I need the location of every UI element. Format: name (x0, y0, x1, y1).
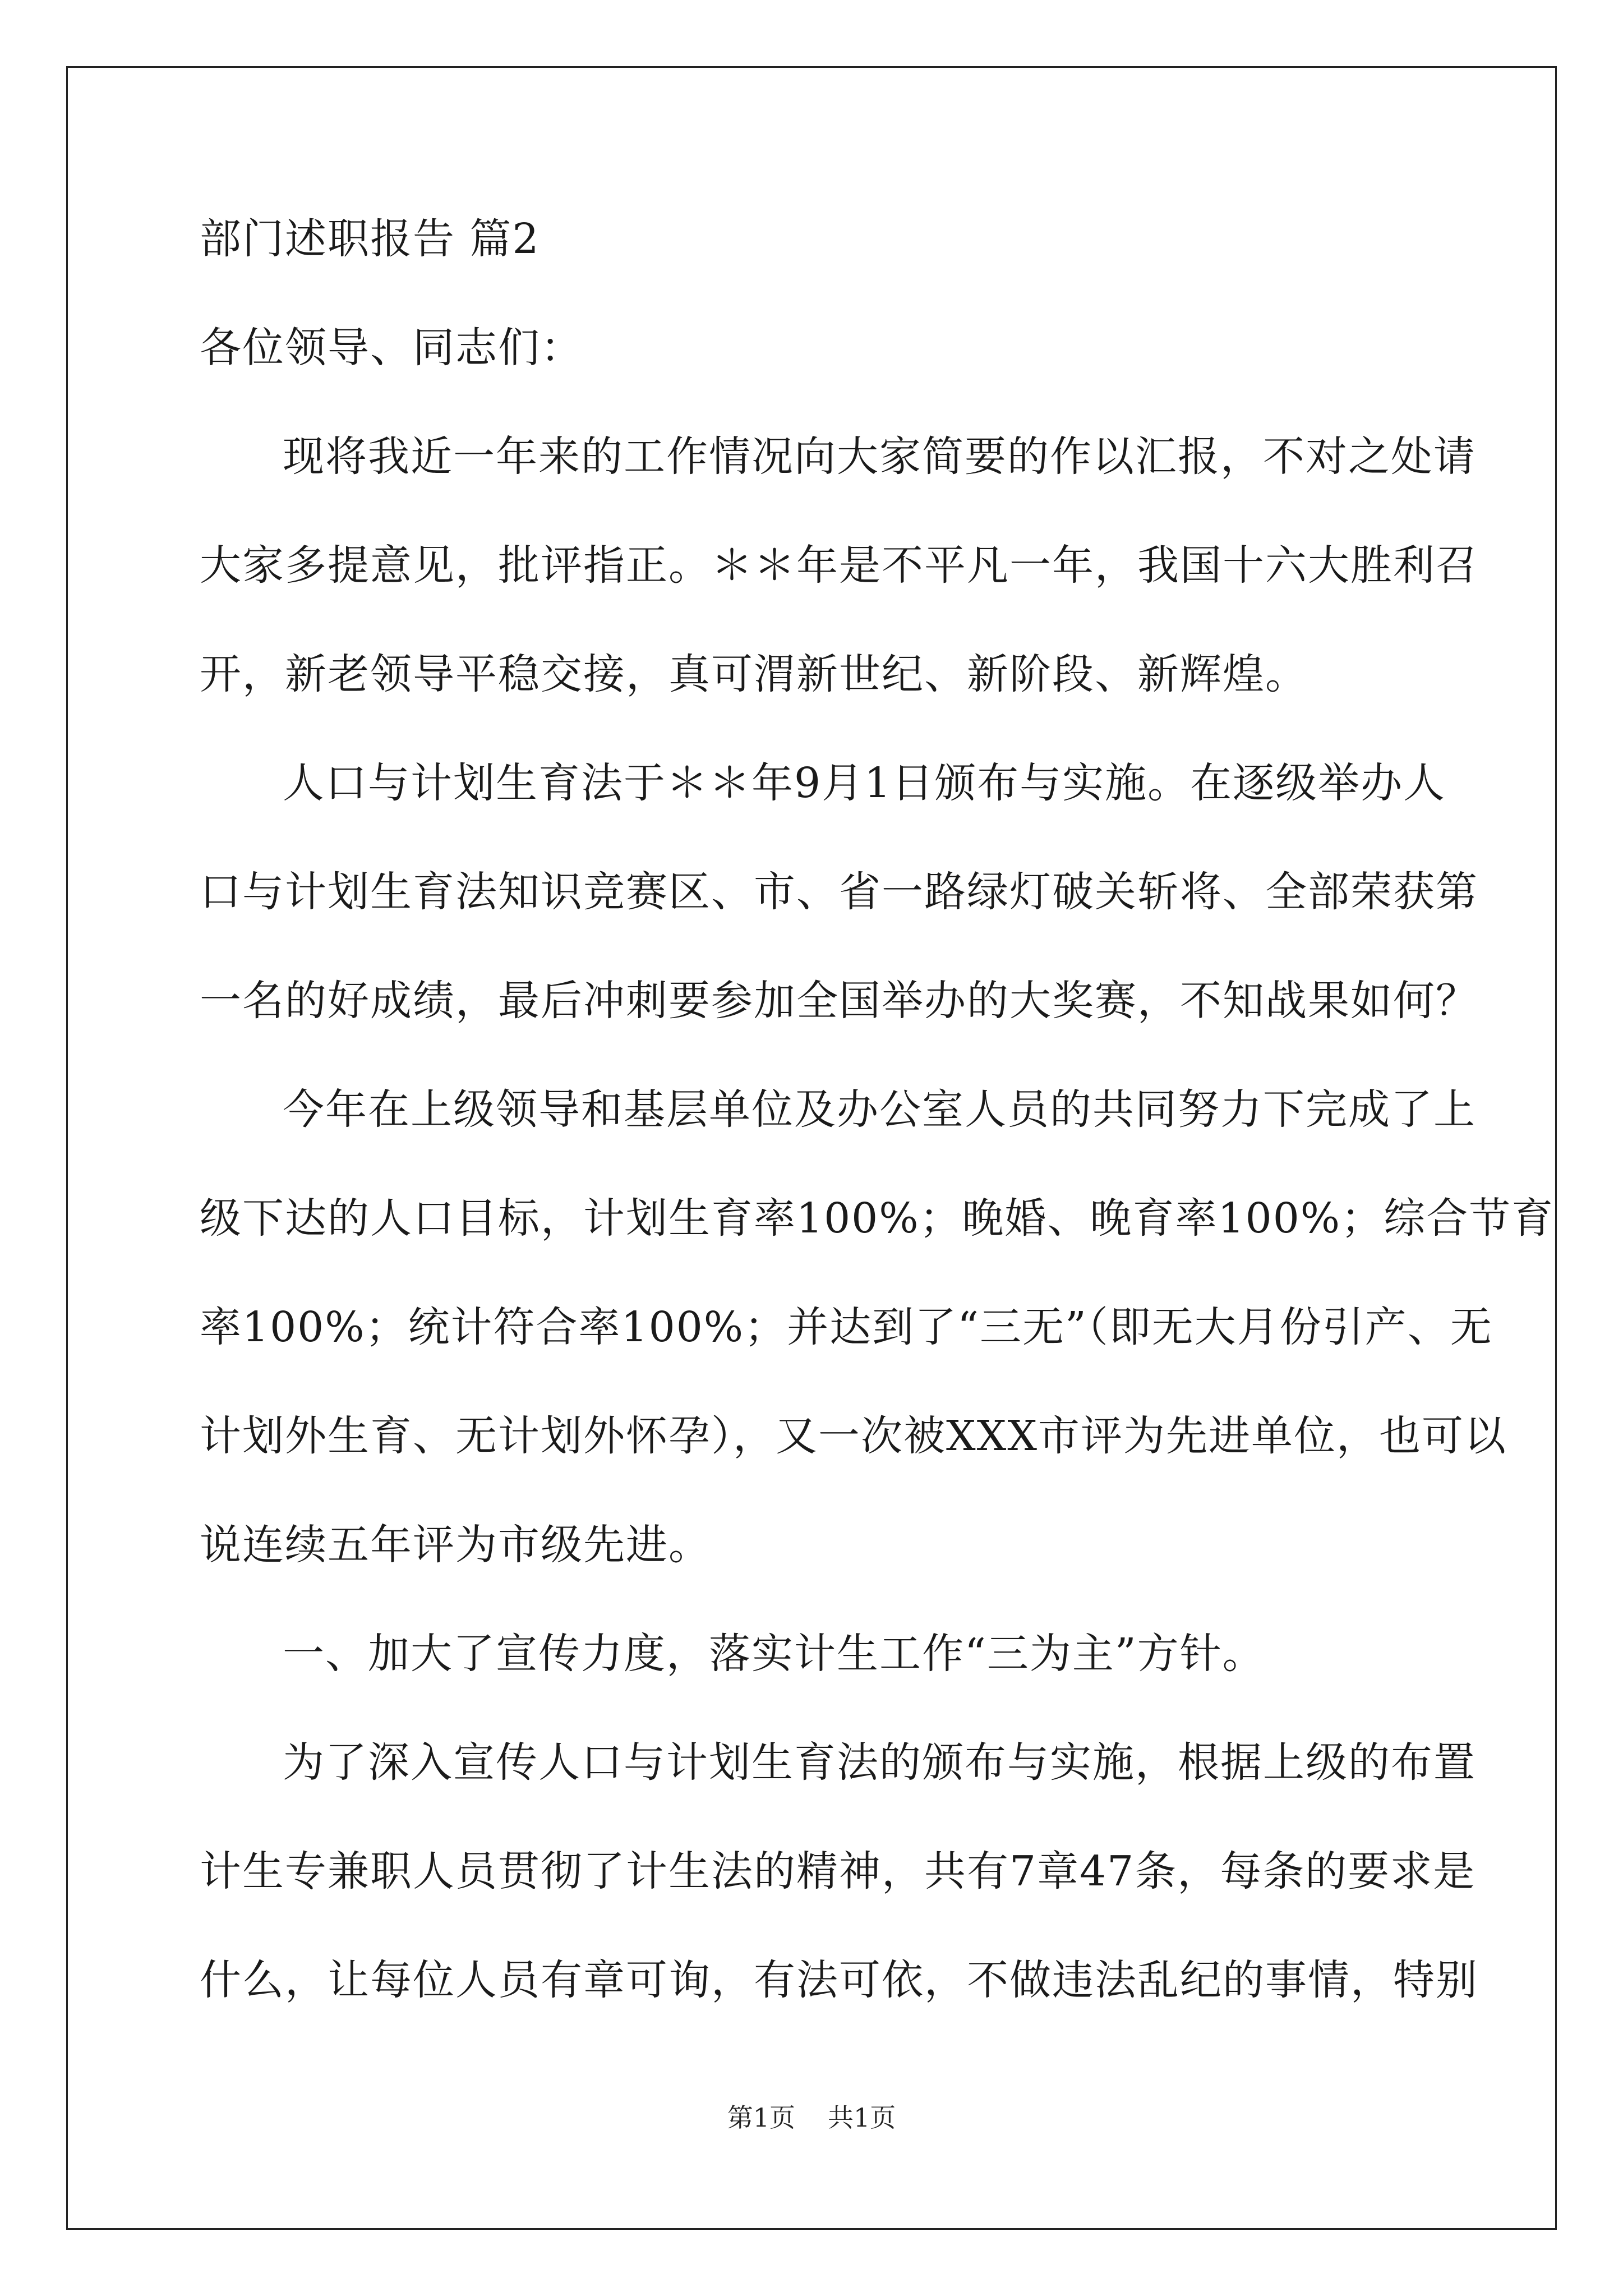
paragraph-line: 为了深入宣传人口与计划生育法的颁布与实施，根据上级的布置 (283, 1738, 1476, 1787)
paragraph-line: 率100%；统计符合率100%；并达到了“三无”（即无大月份引产、无 (200, 1303, 1493, 1351)
page-total: 共1页 (828, 2102, 896, 2133)
paragraph-3 (200, 1082, 1555, 1573)
paragraph-line: 什么，让每位人员有章可询，有法可依，不做违法乱纪的事情，特别 (200, 1956, 1478, 2004)
paragraph-line: 人口与计划生育法于＊＊年9月1日颁布与实施。在逐级举办人 (283, 759, 1446, 807)
paragraph-5 (200, 1734, 1478, 2008)
paragraph-line: 开，新老领导平稳交接，真可渭新世纪、新阶段、新辉煌。 (200, 650, 1308, 698)
paragraph-2 (200, 755, 1478, 1029)
paragraph-1 (200, 429, 1478, 702)
paragraph-line: 一、加大了宣传力度，落实计生工作“三为主”方针。 (283, 1630, 1265, 1678)
paragraph-line: 一名的好成绩，最后冲刺要参加全国举办的大奖赛，不知战果如何？ (200, 977, 1478, 1025)
paragraph-line: 今年在上级领导和基层单位及办公室人员的共同努力下完成了上 (283, 1085, 1476, 1134)
paragraph-line: 现将我近一年来的工作情况向大家简要的作以汇报，不对之处请 (283, 432, 1476, 481)
paragraph-line: 大家多提意见，批评指正。＊＊年是不平凡一年，我国十六大胜利召 (200, 541, 1478, 590)
section-heading-1 (200, 1626, 1431, 1682)
page-footer (0, 2101, 1623, 2134)
paragraph-line: 计划外生育、无计划外怀孕），又一次被XXX市评为先进单位，也可以 (200, 1412, 1507, 1460)
salutation: 各位领导、同志们： (200, 324, 583, 372)
document-body (200, 211, 1555, 2008)
paragraph-line: 口与计划生育法知识竞赛区、市、省一路绿灯破关斩将、全部荣获第 (200, 868, 1478, 916)
paragraph-line: 说连续五年评为市级先进。 (200, 1521, 711, 1569)
page-number: 第1页 (727, 2102, 795, 2133)
document-title: 部门述职报告 篇2 (200, 215, 540, 263)
paragraph-line: 级下达的人口目标，计划生育率100%；晚婚、晚育率100%；综合节育 (200, 1194, 1555, 1243)
paragraph-line: 计生专兼职人员贯彻了计生法的精神，共有7章47条，每条的要求是 (200, 1847, 1476, 1895)
